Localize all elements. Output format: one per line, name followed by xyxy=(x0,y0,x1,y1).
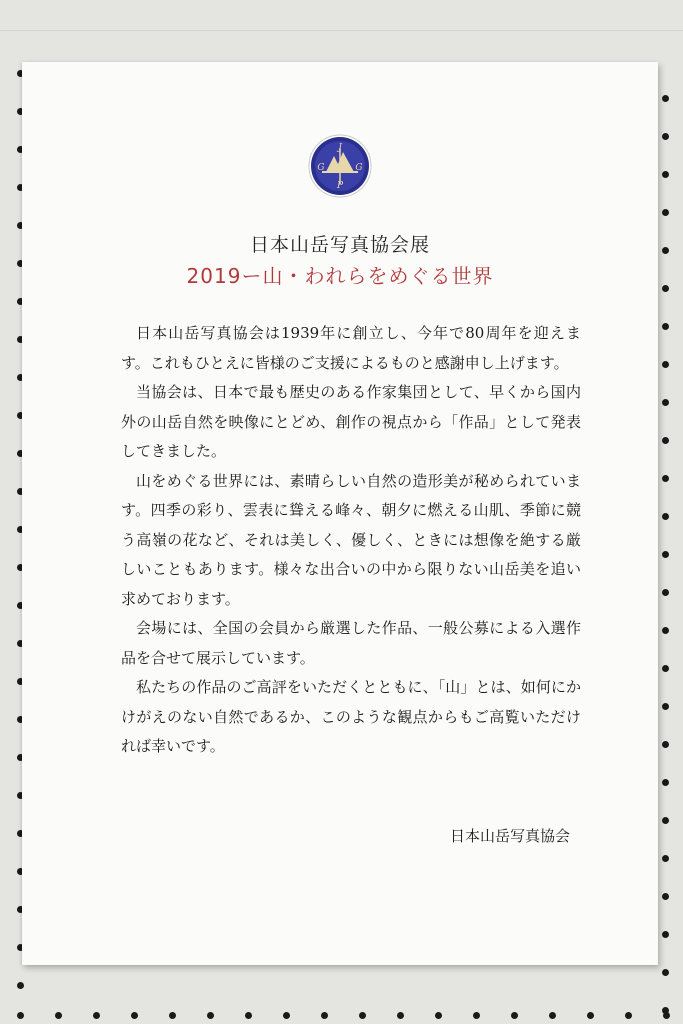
exhibition-panel xyxy=(22,62,658,965)
peg-hole xyxy=(662,741,669,748)
peg-hole xyxy=(169,1012,176,1019)
peg-hole xyxy=(662,551,669,558)
peg-hole xyxy=(662,95,669,102)
peg-hole xyxy=(321,1012,328,1019)
paragraph: 当協会は、日本で最も歴史のある作家集団として、早くから国内外の山岳自然を映像にとどめ、創作の視点から「作品」として発表してきました。 xyxy=(121,383,581,460)
peg-hole xyxy=(131,1012,138,1019)
peg-hole xyxy=(662,133,669,140)
paragraph: 日本山岳写真協会は1939年に創立し、今年で80周年を迎えます。これもひとえに皆様のご支援によるものと感謝申し上げます。 xyxy=(121,324,581,372)
peg-hole xyxy=(662,969,669,976)
peg-hole xyxy=(662,437,669,444)
greeting-text xyxy=(121,319,581,762)
peg-hole xyxy=(662,399,669,406)
peg-hole xyxy=(663,1012,670,1019)
peg-hole xyxy=(662,703,669,710)
peg-hole xyxy=(662,171,669,178)
svg-text:G: G xyxy=(317,163,325,173)
peg-hole xyxy=(397,1012,404,1019)
peg-hole xyxy=(662,285,669,292)
signature: 日本山岳写真協会 xyxy=(449,827,570,845)
peg-hole xyxy=(662,893,669,900)
peg-hole xyxy=(662,665,669,672)
peg-hole xyxy=(662,513,669,520)
peg-hole xyxy=(93,1012,100,1019)
peg-hole xyxy=(359,1012,366,1019)
svg-text:G: G xyxy=(355,163,363,173)
society-emblem-icon xyxy=(308,134,372,198)
peg-hole xyxy=(587,1012,594,1019)
svg-text:P: P xyxy=(336,181,344,191)
svg-text:J: J xyxy=(338,143,342,153)
paragraph: 山をめぐる世界には、素晴らしい自然の造形美が秘められています。四季の彩り、雲表に聳える峰々、朝夕に燃える山肌、季節に競う高嶺の花など、それは美しく、優しく、ときには想像を絶する厳しいこともあります。様々な出合いの中から限りない山岳美を追い求めております。 xyxy=(121,471,581,608)
peg-hole xyxy=(17,982,24,989)
exhibition-title: 日本山岳写真協会展 xyxy=(249,234,430,256)
peg-hole xyxy=(662,627,669,634)
peg-hole xyxy=(662,779,669,786)
peg-hole xyxy=(662,323,669,330)
peg-hole xyxy=(207,1012,214,1019)
peg-hole xyxy=(435,1012,442,1019)
peg-hole xyxy=(625,1012,632,1019)
peg-hole xyxy=(511,1012,518,1019)
paragraph: 私たちの作品のご高評をいただくとともに、「山」とは、如何にかけがえのない自然であるか、このような観点からもご高覧いただければ幸いです。 xyxy=(121,678,581,755)
peg-hole xyxy=(549,1012,556,1019)
wall-seam xyxy=(0,30,683,31)
peg-hole xyxy=(283,1012,290,1019)
peg-hole xyxy=(662,931,669,938)
peg-hole xyxy=(662,817,669,824)
peg-hole xyxy=(662,589,669,596)
peg-hole xyxy=(17,1012,24,1019)
peg-hole xyxy=(662,361,669,368)
peg-hole xyxy=(473,1012,480,1019)
peg-hole xyxy=(662,855,669,862)
paragraph: 会場には、全国の会員から厳選した作品、一般公募による入選作品を合せて展示しています。 xyxy=(121,619,581,667)
peg-hole xyxy=(662,475,669,482)
exhibition-subtitle: 2019ー山・われらをめぐる世界 xyxy=(186,264,494,288)
peg-hole xyxy=(55,1012,62,1019)
peg-hole xyxy=(245,1012,252,1019)
peg-hole xyxy=(662,209,669,216)
peg-hole xyxy=(662,247,669,254)
